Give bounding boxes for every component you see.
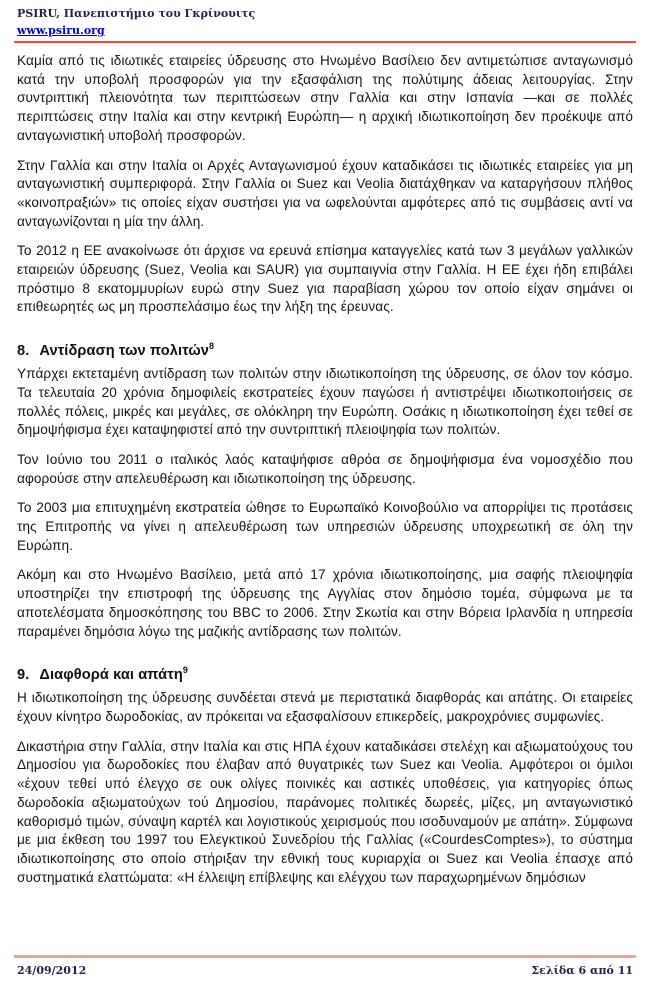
section-8-paragraph-1: Υπάρχει εκτεταμένη αντίδραση των πολιτών στην ιδιωτικοποίηση της ύδρευσης, σε όλον τον κόσμο. Τα τελευταία 20 χρόνια δημοφιλείς εκστρατείες έχουν παγώσει ή αντιστρέψει ιδιωτικοποιήσεις σε πολλές πόλεις, μικρές και μεγάλες, σε ολόκληρη την Ευρώπη. Οσάκις η ιδιωτικοποίηση έχει τεθεί σε δημοψήφισμα έχει καταψηφιστεί από την συντριπτική πλειοψηφία των πολιτών. xyxy=(17,366,633,438)
footnote-ref-8[interactable]: 8 xyxy=(208,341,215,352)
intro-paragraph-1: Καμία από τις ιδιωτικές εταιρείες ύδρευσης στο Ηνωμένο Βασίλειο δεν αντιμετώπισε ανταγωνισμό κατά την υποβολή προσφορών για την εξασφάλιση της πολύτιμης άδειας λειτουργίας. Στην συντριπτική πλειονότητα των περιπτώσεων στην Γαλλία και στην Ισπανία —και σε πολλές περιπτώσεις στην Ιταλία και στην κεντρική Ευρώπη— η αρχική ιδιωτικοποίηση δεν προέκυψε από ανταγωνιστική υποβολή προσφορών. xyxy=(17,53,633,143)
section-9-paragraph-2: Δικαστήρια στην Γαλλία, στην Ιταλία και στις ΗΠΑ έχουν καταδικάσει στελέχη και αξιωματούχους του Δημοσίου για δωροδοκίες που έλαβαν από θυγατρικές των Suez και Veolia. Αμφότεροι οι όμιλοι «έχουν τεθεί υπό έλεγχο σε ουκ ολίγες ποινικές και αστικές υποθέσεις, για κατηγορίες όπως δωροδοκία αξιωματούχων τού Δημοσίου, παράνομες πολιτικές δωρεές, μίζες, μη ανταγωνιστικό καθορισμό τιμών, σύναψη καρτέλ και λογιστικούς χειρισμούς που ισοδυναμούν με απάτη». Σύμφωνα με μια έκθεση του 1997 του Ελεγκτικού Συνεδρίου τής Γαλλίας («CourdesComptes»), το σύστημα ιδιωτικοποίησης στο οποίο στήριξαν την εθνική τους κυριαρχία οι Suez και Veolia έπασχε από συστηματικά ελαττώματα: «Η έλλειψη επίβλεψης και ελέγχου των παραχωρημένων δημόσιων xyxy=(17,738,633,885)
intro-paragraph-2: Στην Γαλλία και στην Ιταλία οι Αρχές Ανταγωνισμού έχουν καταδικάσει τις ιδιωτικές εταιρείες για μη ανταγωνιστική συμπεριφορά. Στην Γαλλία οι Suez και Veolia διατάχθηκαν να καταργήσουν πλήθος «κοινοπραξιών» τις οποίες είχαν συστήσει για να ωφελούνται αμφότερες από τις συμβάσεις αντί να ανταγωνίζονται η μία την άλλη. xyxy=(17,157,633,229)
page-footer xyxy=(14,955,636,977)
footer-page-number: Σελίδα 6 από 11 xyxy=(531,964,633,977)
section-8-paragraph-4: Ακόμη και στο Ηνωμένο Βασίλειο, μετά από 17 χρόνια ιδιωτικοποίησης, μια σαφής πλειοψηφία υποστηρίζει την επιστροφή της ύδρευσης της Αγγλίας στον δημόσιο τομέα, σύμφωνα με τα αποτελέσματα δημοσκόπησης του BBC το 2006. Στην Σκωτία και στην Βόρεια Ιρλανδία η υπηρεσία παραμένει δημόσια λόγω της μαζικής αντίδρασης των πολιτών. xyxy=(17,567,633,639)
section-8-heading xyxy=(17,342,633,361)
section-9-number: 9. xyxy=(17,667,30,684)
footnote-ref-9[interactable]: 9 xyxy=(182,665,188,676)
section-8-paragraph-3: Το 2003 μια επιτυχημένη εκστρατεία ώθησε το Ευρωπαϊκό Κοινοβούλιο να απορρίψει τις προτάσεις της Επιτροπής να γίνει η απελευθέρωση των υπηρεσιών ύδρευσης υποχρεωτική σε όλη την Ευρώπη. xyxy=(17,500,633,553)
footer-date: 24/09/2012 xyxy=(17,964,87,977)
section-8-title: Αντίδραση των πολιτών xyxy=(39,343,209,360)
intro-paragraph-3: Το 2012 η ΕΕ ανακοίνωσε ότι άρχισε να ερευνά επίσημα καταγγελίες κατά των 3 μεγάλων γαλλικών εταιρειών ύδρευσης (Suez, Veolia και SAUR) για συμπαιγνία στην Γαλλία. Η ΕΕ έχει ήδη επιβάλει πρόστιμο 8 εκατομμυρίων ευρώ στην Suez για παραβίαση χώρου τον οποίο είχαν σημάνει οι επιθεωρητές ως μη προσπελάσιμο έως την λήξη της έρευνας. xyxy=(17,243,633,315)
section-8-number: 8. xyxy=(17,343,30,360)
header-organization-title: PSIRU, Πανεπιστήμιο του Γκρίνουιτς xyxy=(17,7,256,20)
section-9-title: Διαφθορά και απάτη xyxy=(39,667,183,684)
page-header xyxy=(0,0,650,39)
header-website-link[interactable]: www.psiru.org xyxy=(17,24,105,37)
document-body xyxy=(0,43,650,887)
section-9-paragraph-1: Η ιδιωτικοποίηση της ύδρευσης συνδέεται στενά με περιστατικά διαφθοράς και απάτης. Οι εταιρείες έχουν κίνητρο δωροδοκίας, αν πρόκειται να εξασφαλίσουν επικερδείς, μακροχρόνιες συμφωνίες. xyxy=(17,690,633,724)
section-8-paragraph-2: Τον Ιούνιο του 2011 ο ιταλικός λαός καταψήφισε αθρόα σε δημοψήφισμα ένα νομοσχέδιο που αφορούσε στην απελευθέρωση και ιδιωτικοποίηση της ύδρευσης. xyxy=(17,451,633,486)
section-9-heading xyxy=(17,666,633,685)
